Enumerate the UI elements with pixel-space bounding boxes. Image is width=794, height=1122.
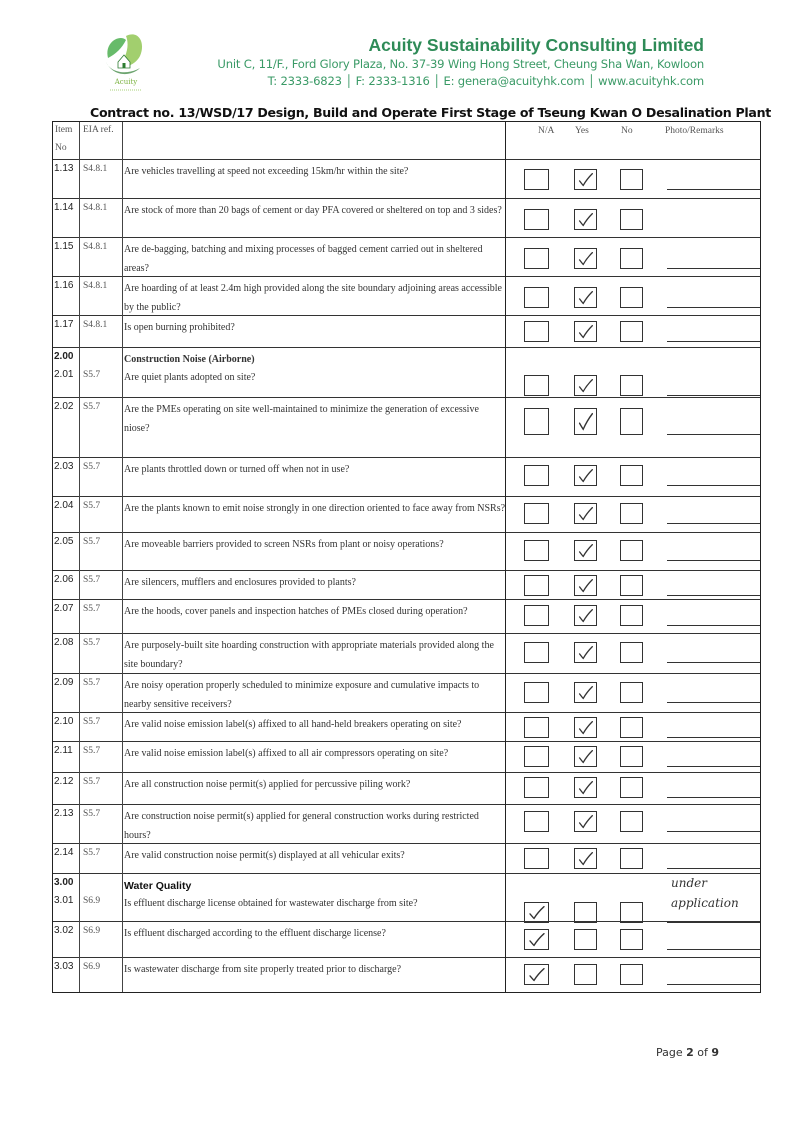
checkbox-na[interactable]: [524, 746, 549, 767]
item-number: 2.12: [54, 776, 74, 787]
remarks-field[interactable]: [667, 702, 760, 703]
checklist-table: [52, 121, 761, 993]
eia-ref: S5.7: [83, 537, 101, 547]
table-row: [53, 497, 760, 533]
table-row: [53, 773, 760, 805]
checkmark-icon: [575, 504, 596, 523]
checkbox-yes[interactable]: [574, 902, 597, 923]
question-text: Are purposely-built site hoarding construction with appropriate materials provided along the site boundary?: [124, 640, 494, 670]
company-contact: T: 2333-6823 │ F: 2333-1316 │ E: genera@acuityhk.com │ www.acuityhk.com: [267, 74, 704, 88]
checkbox-na[interactable]: [524, 540, 549, 561]
eia-ref: S5.7: [83, 809, 101, 819]
eia-ref: S4.8.1: [83, 164, 108, 174]
checkbox-no[interactable]: [620, 465, 643, 486]
item-number: 2.06: [54, 574, 74, 585]
remarks-field[interactable]: [667, 485, 760, 486]
eia-ref: S5.7: [83, 678, 101, 688]
checkmark-icon: [575, 576, 596, 595]
checkbox-no[interactable]: [620, 540, 643, 561]
col-divider-eia: [122, 122, 123, 992]
eia-ref: S5.7: [83, 402, 101, 412]
col-header-remarks: Photo/Remarks: [665, 126, 724, 136]
item-number: 2.08: [54, 637, 74, 648]
question-text: Are the PMEs operating on site well-maintained to minimize the generation of excessive niose?: [124, 404, 479, 434]
checkbox-yes[interactable]: [574, 209, 597, 230]
checkmark-icon: [575, 409, 596, 434]
table-row: [53, 398, 760, 458]
item-number: 2.10: [54, 716, 74, 727]
item-number: 2.05: [54, 536, 74, 547]
eia-ref: S6.9: [83, 962, 101, 972]
page-current: 2: [686, 1046, 694, 1059]
col-header-no: No: [621, 126, 633, 136]
checkbox-no[interactable]: [620, 964, 643, 985]
question-text: Are construction noise permit(s) applied for general construction works during restricted hours?: [124, 811, 479, 841]
eia-ref: S4.8.1: [83, 203, 108, 213]
question-text: Are valid noise emission label(s) affixed to all hand-held breakers operating on site?: [124, 719, 462, 730]
checkbox-no[interactable]: [620, 746, 643, 767]
question-text: Are plants throttled down or turned off when not in use?: [124, 464, 350, 475]
checkbox-na[interactable]: [524, 902, 549, 923]
table-row: [53, 316, 760, 348]
checkbox-no[interactable]: [620, 575, 643, 596]
question-text: Is wastewater discharge from site properly treated prior to discharge?: [124, 964, 402, 975]
checkbox-na[interactable]: [524, 929, 549, 950]
checkbox-yes[interactable]: [574, 682, 597, 703]
remark-handwriting: application: [671, 896, 739, 910]
remarks-field[interactable]: [667, 831, 760, 832]
item-number: 3.03: [54, 961, 74, 972]
table-row: [53, 805, 760, 844]
table-row: [53, 277, 760, 316]
checkbox-yes[interactable]: [574, 408, 597, 435]
checkbox-na[interactable]: [524, 408, 549, 435]
company-address: Unit C, 11/F., Ford Glory Plaza, No. 37-39 Wing Hong Street, Cheung Sha Wan, Kowloon: [217, 57, 704, 71]
company-name: Acuity Sustainability Consulting Limited: [368, 35, 704, 55]
col-divider-item: [79, 122, 80, 992]
eia-ref: S5.7: [83, 604, 101, 614]
question-text: Are the hoods, cover panels and inspection hatches of PMEs closed during operation?: [124, 606, 468, 617]
question-text: Are valid noise emission label(s) affixed to all air compressors operating on site?: [124, 748, 449, 759]
section-title: Water Quality: [124, 880, 192, 892]
checkbox-no[interactable]: [620, 248, 643, 269]
question-text: Are vehicles travelling at speed not exceeding 15km/hr within the site?: [124, 166, 409, 177]
checkmark-icon: [525, 965, 548, 984]
contract-title: Contract no. 13/WSD/17 Design, Build and Operate First Stage of Tseung Kwan O Desalination Plant: [90, 105, 771, 120]
table-row: [53, 458, 760, 497]
item-number: 2.13: [54, 808, 74, 819]
checkmark-icon: [575, 849, 596, 868]
item-number: 1.17: [54, 319, 74, 330]
checkmark-icon: [575, 747, 596, 766]
checkbox-na[interactable]: [524, 848, 549, 869]
remarks-field[interactable]: [667, 625, 760, 626]
remarks-field[interactable]: [667, 560, 760, 561]
checkbox-no[interactable]: [620, 929, 643, 950]
checkbox-no[interactable]: [620, 811, 643, 832]
checkbox-no[interactable]: [620, 682, 643, 703]
remarks-field[interactable]: [667, 797, 760, 798]
checkbox-yes[interactable]: [574, 375, 597, 396]
col-divider-question: [505, 122, 506, 992]
checkbox-yes[interactable]: [574, 929, 597, 950]
checkbox-na[interactable]: [524, 248, 549, 269]
checkmark-icon: [575, 812, 596, 831]
checkbox-no[interactable]: [620, 777, 643, 798]
checkbox-no[interactable]: [620, 717, 643, 738]
checkbox-na[interactable]: [524, 503, 549, 524]
table-row: [53, 600, 760, 634]
section-number: 2.00: [54, 351, 74, 362]
table-row: [53, 160, 760, 199]
checkbox-no[interactable]: [620, 503, 643, 524]
item-number: 1.13: [54, 163, 74, 174]
eia-ref: S5.7: [83, 638, 101, 648]
checkbox-yes[interactable]: [574, 717, 597, 738]
checkbox-na[interactable]: [524, 811, 549, 832]
checkbox-na[interactable]: [524, 209, 549, 230]
eia-ref: S4.8.1: [83, 320, 108, 330]
eia-ref: S5.7: [83, 370, 101, 380]
remarks-field[interactable]: [667, 307, 760, 308]
table-row: [53, 874, 760, 922]
checkbox-yes[interactable]: [574, 746, 597, 767]
item-number: 2.04: [54, 500, 74, 511]
page-number: [656, 1046, 719, 1059]
col-header-item: Item: [55, 125, 73, 135]
item-number: 2.03: [54, 461, 74, 472]
checkmark-icon: [575, 718, 596, 737]
page-of: of: [697, 1046, 708, 1059]
checkbox-no[interactable]: [620, 287, 643, 308]
question-text: Is effluent discharged according to the effluent discharge license?: [124, 928, 386, 939]
col-header-item-no: No: [55, 143, 67, 153]
remarks-field[interactable]: [667, 395, 760, 396]
checkbox-no[interactable]: [620, 902, 643, 923]
checkbox-na[interactable]: [524, 777, 549, 798]
eia-ref: S5.7: [83, 575, 101, 585]
eia-ref: S4.8.1: [83, 242, 108, 252]
question-text: Are de-bagging, batching and mixing processes of bagged cement carried out in sheltered areas?: [124, 244, 483, 274]
checkbox-na[interactable]: [524, 169, 549, 190]
table-row: [53, 199, 760, 238]
section-title: Construction Noise (Airborne): [124, 354, 255, 365]
checkmark-icon: [575, 288, 596, 307]
question-text: Are silencers, mufflers and enclosures provided to plants?: [124, 577, 356, 588]
remark-handwriting: under: [671, 876, 707, 890]
table-row: [53, 238, 760, 277]
checkbox-no[interactable]: [620, 848, 643, 869]
table-row: [53, 742, 760, 773]
item-number: 1.15: [54, 241, 74, 252]
checkbox-no[interactable]: [620, 375, 643, 396]
question-text: Is open burning prohibited?: [124, 322, 235, 333]
question-text: Are hoarding of at least 2.4m high provided along the site boundary adjoining areas accessible by the public?: [124, 283, 502, 313]
eia-ref: S4.8.1: [83, 281, 108, 291]
col-header-eia-ref: EIA ref.: [83, 125, 114, 135]
remarks-field[interactable]: [667, 766, 760, 767]
table-row: [53, 674, 760, 713]
checkbox-no[interactable]: [620, 321, 643, 342]
checkbox-na[interactable]: [524, 717, 549, 738]
remarks-field[interactable]: [667, 984, 760, 985]
item-number: 2.02: [54, 401, 74, 412]
table-row: [53, 634, 760, 674]
item-number: 2.07: [54, 603, 74, 614]
eia-ref: S5.7: [83, 462, 101, 472]
remarks-field[interactable]: [667, 189, 760, 190]
eia-ref: S5.7: [83, 501, 101, 511]
remarks-field[interactable]: [667, 523, 760, 524]
item-number: 3.01: [54, 895, 74, 906]
question-text: Are moveable barriers provided to screen NSRs from plant or noisy operations?: [124, 539, 444, 550]
checkbox-no[interactable]: [620, 408, 643, 435]
table-row: [53, 533, 760, 571]
item-number: 2.11: [54, 745, 73, 756]
checkbox-na[interactable]: [524, 321, 549, 342]
remarks-field[interactable]: [667, 737, 760, 738]
leaf-house-icon: [96, 28, 156, 94]
item-number: 2.09: [54, 677, 74, 688]
question-text: Are valid construction noise permit(s) displayed at all vehicular exits?: [124, 850, 405, 861]
table-row: [53, 571, 760, 600]
remarks-field[interactable]: [667, 595, 760, 596]
remarks-field[interactable]: [667, 868, 760, 869]
checkbox-na[interactable]: [524, 964, 549, 985]
section-number: 3.00: [54, 877, 74, 888]
question-text: Are quiet plants adopted on site?: [124, 372, 256, 383]
checkmark-icon: [575, 170, 596, 189]
remarks-field[interactable]: [667, 434, 760, 435]
remarks-field[interactable]: [667, 662, 760, 663]
checkmark-icon: [575, 606, 596, 625]
checkmark-icon: [575, 683, 596, 702]
col-header-na: N/A: [538, 126, 555, 136]
checkbox-no[interactable]: [620, 209, 643, 230]
checkmark-icon: [575, 322, 596, 341]
page-label: Page: [656, 1046, 683, 1059]
question-text: Are stock of more than 20 bags of cement or day PFA covered or sheltered on top and 3 sides?: [124, 205, 502, 216]
table-row: [53, 958, 760, 992]
table-header-row: [53, 122, 760, 160]
checkbox-yes[interactable]: [574, 964, 597, 985]
item-number: 1.14: [54, 202, 74, 213]
checkbox-yes[interactable]: [574, 248, 597, 269]
checkbox-na[interactable]: [524, 465, 549, 486]
eia-ref: S5.7: [83, 717, 101, 727]
checkbox-yes[interactable]: [574, 605, 597, 626]
checkmark-icon: [575, 778, 596, 797]
checkbox-yes[interactable]: [574, 777, 597, 798]
eia-ref: S5.7: [83, 777, 101, 787]
checkbox-yes[interactable]: [574, 848, 597, 869]
checkbox-yes[interactable]: [574, 287, 597, 308]
checkbox-no[interactable]: [620, 605, 643, 626]
table-row: [53, 844, 760, 874]
eia-ref: S6.9: [83, 896, 101, 906]
checkmark-icon: [575, 376, 596, 395]
checkbox-yes[interactable]: [574, 465, 597, 486]
checkmark-icon: [575, 466, 596, 485]
remarks-field[interactable]: [667, 949, 760, 950]
checkmark-icon: [525, 930, 548, 949]
checkmark-icon: [575, 249, 596, 268]
table-row: [53, 713, 760, 742]
eia-ref: S5.7: [83, 746, 101, 756]
remarks-field[interactable]: [667, 268, 760, 269]
item-number: 1.16: [54, 280, 74, 291]
question-text: Is effluent discharge license obtained for wastewater discharge from site?: [124, 898, 418, 909]
eia-ref: S5.7: [83, 848, 101, 858]
checkbox-yes[interactable]: [574, 575, 597, 596]
page-total: 9: [711, 1046, 720, 1059]
checkbox-no[interactable]: [620, 642, 643, 663]
checkmark-icon: [575, 210, 596, 229]
logo-text: Acuity: [114, 78, 138, 86]
table-row: [53, 348, 760, 398]
company-logo: [96, 28, 156, 94]
checkbox-na[interactable]: [524, 642, 549, 663]
checkbox-yes[interactable]: [574, 169, 597, 190]
checkbox-na[interactable]: [524, 605, 549, 626]
checkmark-icon: [575, 643, 596, 662]
question-text: Are the plants known to emit noise strongly in one direction oriented to face away from NSRs?: [124, 503, 506, 514]
checkbox-na[interactable]: [524, 575, 549, 596]
checkbox-na[interactable]: [524, 375, 549, 396]
table-row: [53, 922, 760, 958]
item-number: 3.02: [54, 925, 74, 936]
checkbox-yes[interactable]: [574, 503, 597, 524]
item-number: 2.14: [54, 847, 74, 858]
checkbox-na[interactable]: [524, 682, 549, 703]
eia-ref: S6.9: [83, 926, 101, 936]
checkbox-yes[interactable]: [574, 811, 597, 832]
question-text: Are noisy operation properly scheduled to minimize exposure and cumulative impacts to nearby sensitive receivers?: [124, 680, 480, 710]
checkmark-icon: [575, 541, 596, 560]
col-header-yes: Yes: [575, 126, 589, 136]
checkbox-na[interactable]: [524, 287, 549, 308]
remarks-field[interactable]: [667, 341, 760, 342]
checkbox-yes[interactable]: [574, 321, 597, 342]
checkmark-icon: [525, 903, 548, 922]
question-text: Are all construction noise permit(s) applied for percussive piling work?: [124, 779, 411, 790]
item-number: 2.01: [54, 369, 74, 380]
checkbox-yes[interactable]: [574, 540, 597, 561]
checkbox-no[interactable]: [620, 169, 643, 190]
checkbox-yes[interactable]: [574, 642, 597, 663]
